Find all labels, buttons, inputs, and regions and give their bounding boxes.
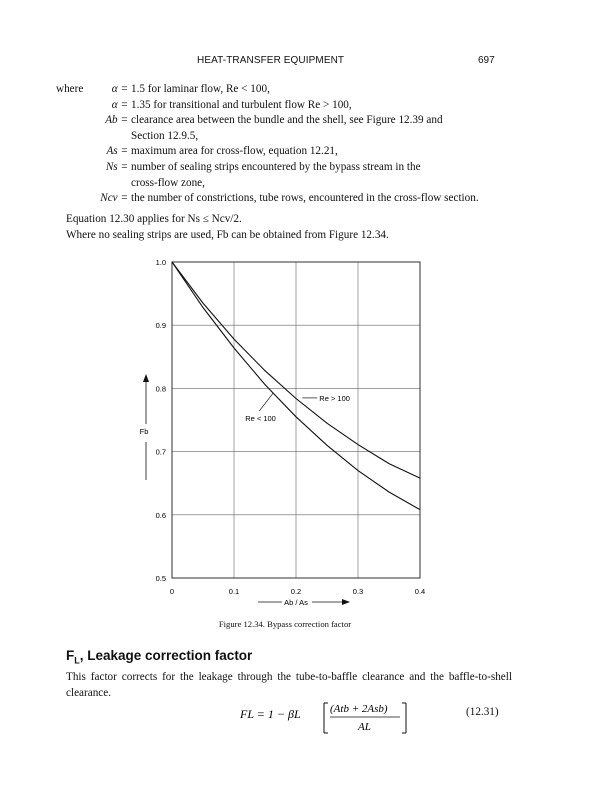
y-tick-label: 0.5	[155, 574, 166, 583]
chart-ticks	[156, 258, 426, 596]
annotation-re-above-100: Re > 100	[319, 393, 350, 403]
y-tick-label: 0.7	[155, 447, 166, 457]
page-number: 697	[478, 55, 495, 66]
equation-number: (12.31)	[466, 706, 499, 718]
y-axis-label: Fb	[139, 427, 149, 436]
equation-numerator: (Atb + 2Asb)	[330, 703, 388, 715]
definition-symbol: Ncv =	[100, 192, 128, 205]
section-title-symbol: F	[66, 648, 75, 663]
y-tick-label: 1.0	[155, 258, 166, 267]
x-tick-label: 0.3	[352, 587, 364, 596]
y-tick-label: 0.6	[155, 510, 166, 520]
definition-text: 1.5 for laminar flow, Re < 100,	[131, 83, 270, 95]
definition-line: number of sealing strips encountered by the bypass stream in the	[131, 160, 421, 173]
x-tick-label: 0.2	[290, 587, 302, 596]
definition-symbol: α =	[111, 98, 128, 111]
x-axis-arrow-head	[342, 599, 350, 605]
y-tick-label: 0.9	[155, 321, 166, 331]
running-title: HEAT-TRANSFER EQUIPMENT	[197, 55, 345, 66]
definition-symbol: Ab =	[105, 114, 128, 127]
definition-symbol: As =	[106, 145, 128, 158]
section-title-text: , Leakage correction factor	[79, 648, 253, 663]
definition-line: clearance area between the bundle and the shell, see Figure 12.39 and	[131, 114, 443, 127]
paragraph-no-sealing-strips: Where no sealing strips are used, Fb can be obtained from Figure 12.34.	[66, 229, 389, 241]
definition-continuation: Section 12.9.5,	[131, 129, 199, 142]
y-tick-label: 0.8	[155, 384, 166, 394]
figure-caption: Figure 12.34. Bypass correction factor	[218, 619, 352, 629]
section-body: This factor corrects for the leakage through the tube-to-baffle clearance and the baffle-to-shell clearance.	[66, 671, 512, 699]
x-tick-label: 0.1	[228, 587, 240, 596]
x-tick-label: 0.4	[414, 587, 426, 596]
x-axis-label: Ab / As	[284, 598, 308, 607]
definition-symbol: Ns =	[105, 160, 128, 173]
chart-grid	[172, 262, 420, 578]
x-tick-label: 0	[169, 587, 175, 596]
equation-lhs: FL = 1 − βL	[240, 707, 301, 721]
definition-text: maximum area for cross-flow, equation 12.21,	[131, 145, 338, 158]
y-axis-arrow-head	[143, 374, 149, 382]
equation-12-31	[240, 698, 420, 738]
annotation-re-below-100: Re < 100	[245, 414, 276, 424]
equation-denominator: AL	[358, 721, 371, 733]
definition-text: 1.35 for transitional and turbulent flow Re > 100,	[131, 98, 352, 111]
paragraph-equation-applies: Equation 12.30 applies for Ns ≤ Ncv/2.	[66, 213, 242, 225]
definition-text: the number of constrictions, tube rows, encountered in the cross-flow section.	[131, 192, 479, 205]
definition-symbol: α =	[111, 83, 128, 95]
section-title-subscript: L	[74, 655, 80, 666]
annotation-leader-re-below-100	[259, 393, 273, 411]
chart-labels	[140, 374, 350, 607]
where-word: where	[56, 83, 84, 95]
definition-continuation: cross-flow zone,	[131, 176, 205, 189]
section-title	[66, 648, 252, 666]
